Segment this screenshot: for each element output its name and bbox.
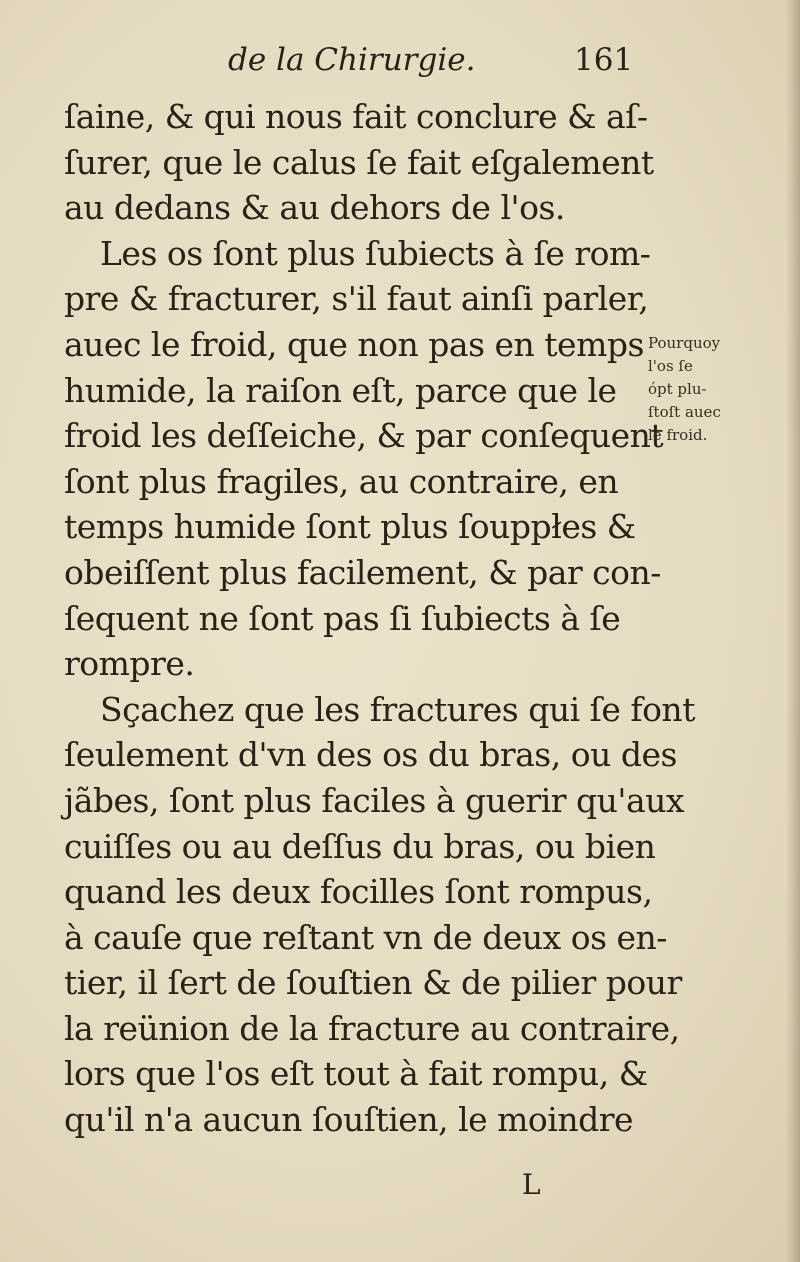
text-line: cuiſſes ou au deſſus du bras, ou bien <box>64 826 656 866</box>
text-line: tier, il ſert de ſouſtien & de pilier pour <box>64 963 682 1003</box>
text-line: ſaine, & qui nous fait conclure & aſ- <box>64 97 648 136</box>
marginal-note <box>648 332 778 447</box>
text-line: ſurer, que le calus ſe fait eſgalement <box>64 142 654 182</box>
margin-note-line: ſtoſt auec <box>648 403 721 421</box>
text-line: qu'il n'a aucun ſouſtien, le moindre <box>64 1100 634 1140</box>
text-line: au dedans & au dehors de l'os. <box>64 188 565 228</box>
text-line: ſont plus fragiles, au contraire, en <box>64 461 619 501</box>
text-line: la reünion de la fracture au contraire, <box>64 1008 680 1048</box>
text-line: quand les deux focilles ſont rompus, <box>64 872 653 912</box>
signature-mark: L <box>522 1168 541 1201</box>
paragraph-start-line: Les os ſont plus ſubiects à ſe rom- <box>100 233 651 273</box>
text-line: pre & fracturer, s'il faut ainſi parler, <box>64 279 649 319</box>
running-title: de la Chirurgie. <box>228 42 476 78</box>
text-line: froid les deſſeiche, & par conſequent <box>64 416 664 456</box>
margin-note-line: ópt plu- <box>648 380 707 398</box>
margin-note-line: Pourquoy <box>648 334 721 352</box>
text-line: rompre. <box>64 644 195 684</box>
margin-note-line: le froid. <box>648 426 708 444</box>
text-line: auec le froid, que non pas en temps <box>64 324 644 364</box>
text-line: lors que l'os eſt tout à fait rompu, & <box>64 1054 648 1094</box>
page-number: 161 <box>574 42 634 78</box>
text-line: à cauſe que reſtant vn de deux os en- <box>64 917 667 957</box>
text-line: obeiſſent plus facilement, & par con- <box>64 552 661 592</box>
text-line: jãbes, ſont plus faciles à guerir qu'aux <box>64 780 685 820</box>
page-header <box>0 42 800 92</box>
text-line: temps humide ſont plus ſouppłes & <box>64 507 636 547</box>
text-line: humide, la raiſon eſt, parce que le <box>64 370 617 410</box>
page-gutter-shadow <box>786 0 800 1262</box>
text-line: ſequent ne ſont pas ſi ſubiects à ſe <box>64 598 621 638</box>
margin-note-line: l'os ſe <box>648 357 693 375</box>
text-line: ſeulement d'vn des os du bras, ou des <box>64 735 677 775</box>
paragraph-start-line: Sçachez que les fractures qui ſe font <box>100 689 695 729</box>
